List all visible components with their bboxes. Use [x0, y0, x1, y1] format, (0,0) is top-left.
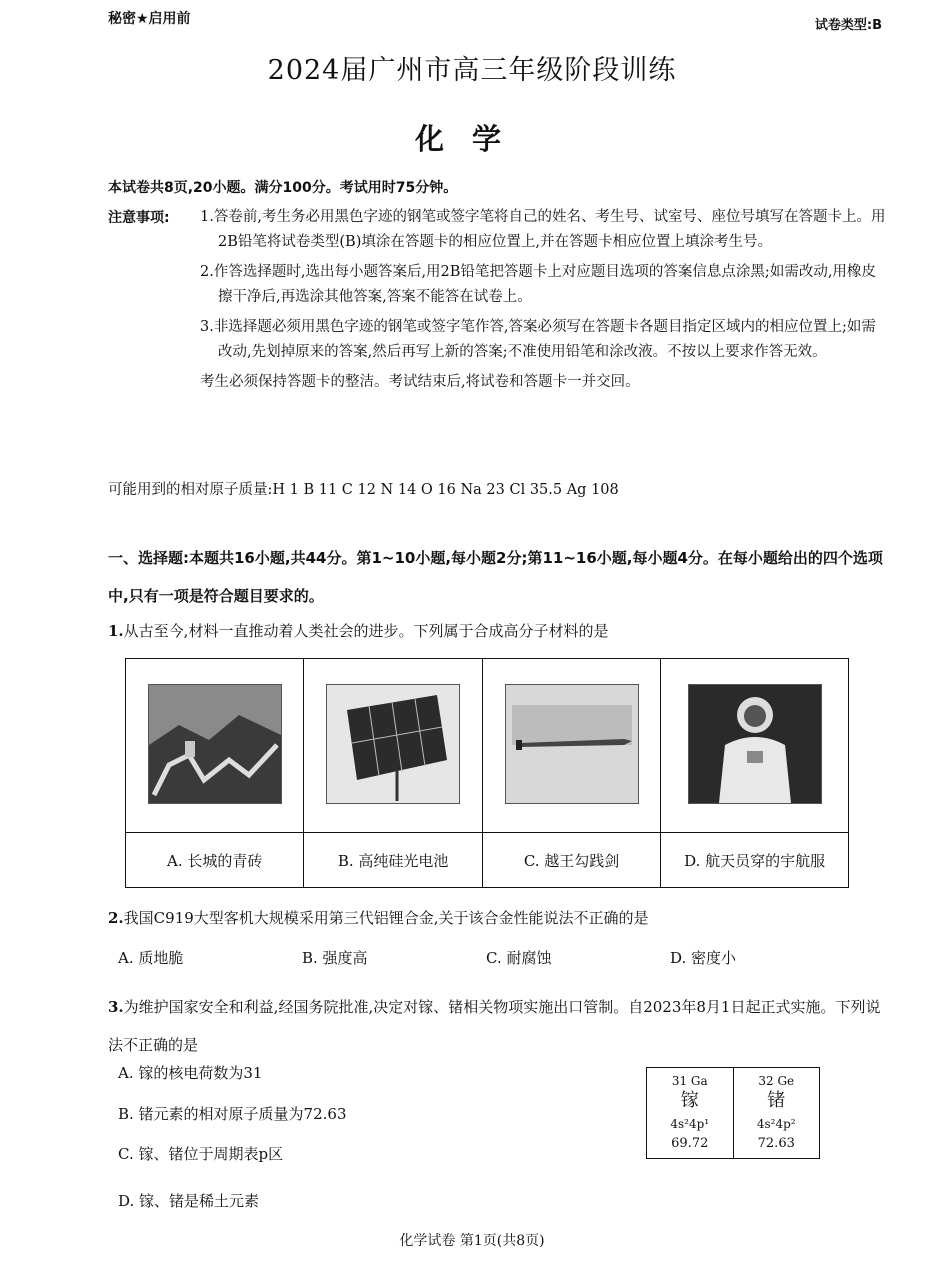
electron-config: 4s²4p¹	[670, 1117, 710, 1131]
question-number: 1.	[108, 622, 124, 640]
notes-list	[200, 205, 890, 400]
q3-option-d: D. 镓、锗是稀土元素	[118, 1192, 260, 1210]
spacesuit-photo	[661, 659, 849, 833]
element-name: 镓	[680, 1090, 699, 1111]
q1-option-c: C. 越王勾践剑	[482, 833, 660, 888]
exam-intro: 本试卷共8页,20小题。满分100分。考试用时75分钟。	[108, 180, 458, 196]
question-stem: 从古至今,材料一直推动着人类社会的进步。下列属于合成高分子材料的是	[123, 622, 609, 640]
q1-option-b: B. 高纯硅光电池	[304, 833, 482, 888]
atomic-masses: 可能用到的相对原子质量:H 1 B 11 C 12 N 14 O 16 Na 23 Cl 35.5 Ag 108	[108, 482, 619, 498]
q2-option-d: D. 密度小	[670, 949, 737, 967]
element-cell-ge	[733, 1068, 820, 1159]
electron-config: 4s²4p²	[756, 1117, 796, 1131]
solar-panel-photo	[304, 659, 482, 833]
exam-title: 2024届广州市高三年级阶段训练	[267, 55, 677, 86]
q3-option-a: A. 镓的核电荷数为31	[118, 1064, 263, 1082]
section-heading: 一、选择题:本题共16小题,共44分。第1~10小题,每小题2分;第11~16小题,每小题4分。在每小题给出的四个选项中,只有一项是符合题目要求的。	[108, 549, 883, 605]
q2-option-c: C. 耐腐蚀	[486, 949, 552, 967]
element-symbol: Ga	[690, 1074, 708, 1088]
question-3	[108, 988, 888, 1064]
subject-title: 化学	[414, 122, 529, 156]
note-item: 2.作答选择题时,选出每小题答案后,用2B铅笔把答题卡上对应题目选项的答案信息点涂黑;如需改动,用橡皮擦干净后,再选涂其他答案,答案不能答在试卷上。	[200, 264, 876, 305]
notes-label: 注意事项:	[108, 210, 170, 226]
note-item: 考生必须保持答题卡的整洁。考试结束后,将试卷和答题卡一并交回。	[200, 374, 640, 390]
q1-option-a: A. 长城的青砖	[126, 833, 304, 888]
question-number: 2.	[108, 909, 124, 927]
question-1	[108, 620, 608, 641]
sword-photo	[482, 659, 660, 833]
question-stem: 我国C919大型客机大规模采用第三代铝锂合金,关于该合金性能说法不正确的是	[123, 909, 649, 927]
page-footer: 化学试卷 第1页(共8页)	[399, 1233, 545, 1249]
element-cell-ga	[647, 1068, 734, 1159]
q1-option-d: D. 航天员穿的宇航服	[661, 833, 849, 888]
q1-options-table	[125, 658, 849, 888]
atomic-mass: 72.63	[757, 1136, 795, 1151]
q3-option-c: C. 镓、锗位于周期表p区	[118, 1145, 284, 1163]
q2-option-b: B. 强度高	[302, 949, 368, 967]
note-item: 1.答卷前,考生务必用黑色字迹的钢笔或签字笔将自己的姓名、考生号、试室号、座位号填写在答题卡上。用2B铅笔将试卷类型(B)填涂在答题卡的相应位置上,并在答题卡相应位置上填涂考生号。	[200, 209, 886, 250]
question-stem: 为维护国家安全和利益,经国务院批准,决定对镓、锗相关物项实施出口管制。自2023年8月1日起正式实施。下列说法不正确的是	[108, 998, 881, 1054]
element-name: 锗	[767, 1090, 786, 1111]
atomic-mass: 69.72	[671, 1136, 709, 1151]
periodic-table-cells	[646, 1067, 820, 1159]
atomic-number: 31	[671, 1074, 688, 1088]
note-item: 3.非选择题必须用黑色字迹的钢笔或签字笔作答,答案必须写在答题卡各题目指定区域内的相应位置上;如需改动,先划掉原来的答案,然后再写上新的答案;不准使用铅笔和涂改液。不按以上要求作答无效。	[200, 319, 876, 360]
q3-option-b: B. 锗元素的相对原子质量为72.63	[118, 1105, 347, 1123]
question-number: 3.	[108, 998, 124, 1016]
element-symbol: Ge	[777, 1074, 795, 1088]
question-2	[108, 907, 649, 928]
q2-option-a: A. 质地脆	[118, 949, 184, 967]
paper-type: 试卷类型:B	[814, 18, 882, 33]
great-wall-photo	[126, 659, 304, 833]
atomic-number: 32	[758, 1074, 774, 1088]
confidential-mark: 秘密★启用前	[108, 11, 191, 27]
